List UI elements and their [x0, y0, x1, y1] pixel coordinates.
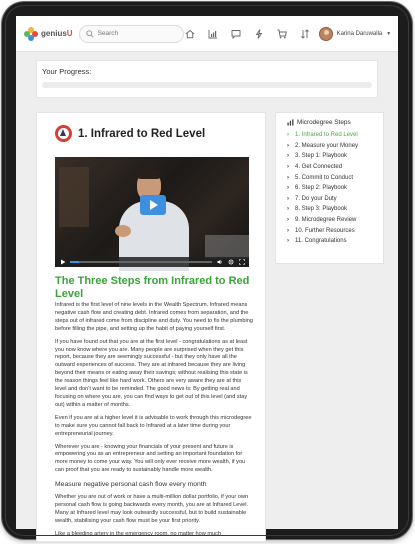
chevron-right-icon: ›	[287, 174, 289, 181]
chevron-right-icon: ›	[287, 142, 289, 149]
user-name: Karina Daruwalla	[336, 30, 383, 37]
progress-card	[36, 60, 378, 98]
step-label: 8. Step 3: Playbook	[295, 206, 348, 213]
chevron-right-icon: ›	[287, 132, 289, 139]
bar-chart-icon	[287, 119, 294, 126]
step-label: 1. Infrared to Red Level	[295, 132, 358, 139]
video-player[interactable]	[55, 157, 249, 267]
step-label: 10. Further Resources	[295, 227, 355, 234]
cart-icon[interactable]	[276, 28, 288, 40]
nav-icons	[184, 28, 311, 40]
settings-icon[interactable]	[227, 259, 234, 266]
video-controls	[55, 257, 249, 267]
lesson-card	[36, 112, 266, 542]
lesson-header	[55, 125, 205, 142]
seek-bar[interactable]	[70, 261, 212, 263]
video-frame-laptop	[205, 235, 249, 259]
step-item[interactable]	[287, 236, 383, 247]
lesson-paragraph: Infrared is the first level of nine levels in the Wealth Spectrum. Infrared means negative cash flow and creating debt. Infrared comes from separation, and the steps out of infrared come from discipline and duty. You need to fix the plumbing before filling the pipe, and setting up the habit of paying yourself first.	[55, 302, 253, 332]
logo[interactable]	[24, 27, 73, 41]
step-label: 9. Microdegree Review	[295, 217, 357, 224]
search-box[interactable]	[79, 25, 184, 43]
avatar	[319, 27, 333, 41]
steps-sidebar	[275, 112, 384, 264]
step-item[interactable]	[287, 172, 383, 183]
step-label: 11. Congratulations	[295, 238, 347, 245]
lightning-icon[interactable]	[253, 28, 265, 40]
steps-title	[287, 119, 383, 126]
step-label: 5. Commit to Conduct	[295, 174, 354, 181]
chevron-down-icon: ▼	[386, 30, 392, 37]
step-item[interactable]	[287, 215, 383, 226]
steps-list	[287, 130, 383, 247]
step-item[interactable]	[287, 162, 383, 173]
screen	[16, 16, 398, 537]
play-button[interactable]	[140, 195, 166, 215]
chevron-right-icon: ›	[287, 153, 289, 160]
step-label: 7. Do your Duty	[295, 195, 337, 202]
step-item[interactable]	[287, 151, 383, 162]
step-item[interactable]	[287, 183, 383, 194]
lesson-paragraph: Whether you are out of work or have a multi-million dollar portfolio, if your own personal cash flow is going backwards every month, you are at Infrared Level. Many at Infrared level may look outwardly successful, but to build sustainable wealth, stabilising your cash flow must be your first priority.	[55, 494, 249, 524]
chevron-right-icon: ›	[287, 164, 289, 171]
step-label: 3. Step 1: Playbook	[295, 153, 348, 160]
step-label: 2. Measure your Money	[295, 142, 359, 149]
chart-icon[interactable]	[207, 28, 219, 40]
lesson-body	[55, 302, 253, 544]
search-icon	[86, 30, 94, 38]
tablet-frame	[2, 2, 412, 539]
logo-text: geniusU	[41, 29, 73, 38]
user-menu[interactable]	[319, 27, 392, 41]
chevron-right-icon: ›	[287, 227, 289, 234]
step-item[interactable]	[287, 204, 383, 215]
lesson-paragraph: Wherever you are - knowing your financials of your present and future is empowering you as an entrepreneur and setting an important foundation for more money to come your way. You will only ever receive more wealth, if you can proof that you are ready to sustainably handle more wealth.	[55, 443, 246, 474]
steps-title-label: Microdegree Steps	[297, 119, 351, 126]
play-icon[interactable]	[59, 259, 66, 266]
search-input[interactable]	[98, 30, 183, 37]
video-frame-hair	[137, 169, 161, 179]
chevron-right-icon: ›	[287, 238, 289, 245]
step-label: 6. Step 2: Playbook	[295, 185, 348, 192]
step-item[interactable]	[287, 225, 383, 236]
video-frame-shelf	[59, 167, 89, 227]
top-nav	[16, 16, 398, 52]
lesson-heading: The Three Steps from Infrared to Red Level	[55, 275, 250, 300]
home-icon[interactable]	[184, 28, 196, 40]
chevron-right-icon: ›	[287, 185, 289, 192]
lesson-title: 1. Infrared to Red Level	[78, 127, 206, 140]
video-frame-hand	[115, 225, 131, 237]
step-item[interactable]	[287, 141, 383, 152]
volume-icon[interactable]	[216, 259, 223, 266]
chevron-right-icon: ›	[287, 217, 289, 224]
logo-icon	[24, 27, 38, 41]
progress-label: Your Progress:	[42, 67, 92, 76]
progress-bar	[42, 82, 372, 88]
chat-icon[interactable]	[230, 28, 242, 40]
step-item[interactable]	[287, 130, 383, 141]
lesson-paragraph: If you have found out that you are at the first level - congratulations as at least you now know where you are. Many people are surprised when they get this report, because they are seemingly successful - but they only have all the outward experiences of success. They are at infrared because they are living beyond their means or eating away their savings; without realising this state is the reason things feel like hard work. Others are very aware they are at this level and don't want to be reminded. The good news is: By getting real and focusing on where you are, you can find ways to get out of this level (and stay out) within a matter of months.	[55, 338, 248, 408]
lesson-paragraph: Like a bleeding artery in the emergency room, no matter how much	[55, 530, 222, 537]
lesson-subheading: Measure negative personal cash flow every month	[55, 481, 207, 489]
step-label: 4. Get Connected	[295, 164, 343, 171]
chevron-right-icon: ›	[287, 195, 289, 202]
step-item[interactable]	[287, 194, 383, 205]
chevron-right-icon: ›	[287, 206, 289, 213]
sort-icon[interactable]	[299, 28, 311, 40]
fullscreen-icon[interactable]	[238, 259, 245, 266]
lesson-badge-icon	[55, 125, 72, 142]
lesson-paragraph: Even if you are at a higher level it is advisable to work through this microdegree to make sure you cannot fall back to Infrared at a later time during your entrepreneurial journey.	[55, 414, 252, 437]
